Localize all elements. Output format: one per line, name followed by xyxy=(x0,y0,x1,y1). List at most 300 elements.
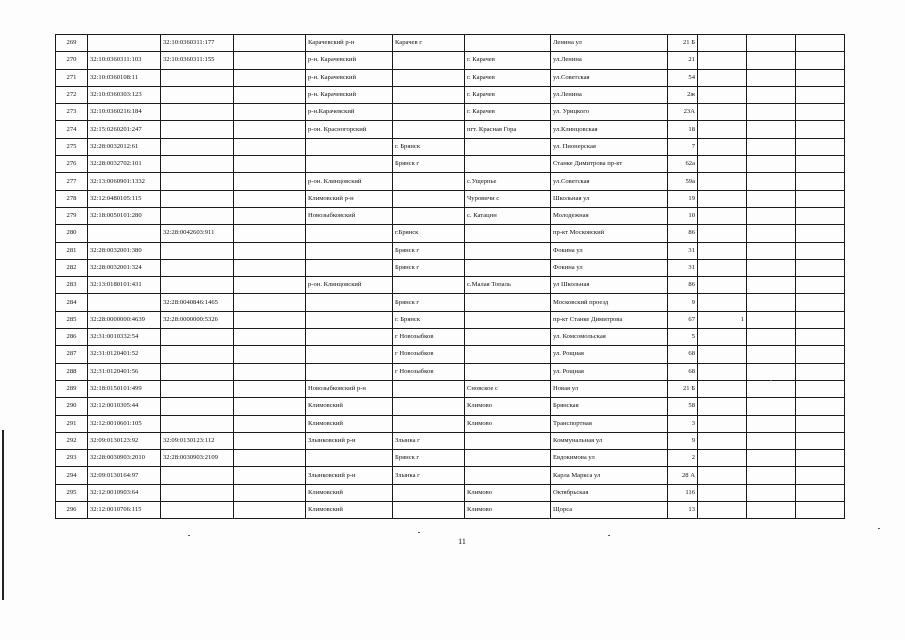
cell-cadastral-number: 32:09:0130123:92 xyxy=(88,432,161,449)
cell-cadastral-number-2 xyxy=(161,502,234,519)
cell-city xyxy=(393,69,465,86)
cell-extra xyxy=(698,121,747,138)
table-row xyxy=(56,484,845,501)
cell-empty xyxy=(234,52,306,69)
cell-cadastral-number-2 xyxy=(161,156,234,173)
cell-locality xyxy=(465,432,551,449)
cell-cadastral-number-2: 32:28:0040846:1465 xyxy=(161,294,234,311)
cell-locality: с. Катацнн xyxy=(465,207,551,224)
cell-city xyxy=(393,484,465,501)
cell-locality: г. Карачев xyxy=(465,52,551,69)
cell-empty xyxy=(796,121,845,138)
cell-city: Злынка г xyxy=(393,432,465,449)
cell-empty xyxy=(796,294,845,311)
cell-empty xyxy=(234,329,306,346)
cell-street: ул. Урицкого xyxy=(551,104,668,121)
cell-house: 7 xyxy=(668,138,698,155)
cell-row-number: 277 xyxy=(56,173,88,190)
cell-empty xyxy=(796,329,845,346)
cell-cadastral-number: 32:28:0032702:101 xyxy=(88,156,161,173)
table-row xyxy=(56,502,845,519)
cell-cadastral-number-2 xyxy=(161,259,234,276)
cell-cadastral-number-2 xyxy=(161,190,234,207)
cell-row-number: 286 xyxy=(56,329,88,346)
cell-street: ул. Пионерская xyxy=(551,138,668,155)
cell-cadastral-number-2 xyxy=(161,467,234,484)
cell-street: Новая ул xyxy=(551,380,668,397)
cell-cadastral-number: 32:31:0120401:52 xyxy=(88,346,161,363)
scan-speck xyxy=(608,535,610,536)
cell-empty xyxy=(747,86,796,103)
cell-empty xyxy=(747,242,796,259)
cell-cadastral-number-2 xyxy=(161,380,234,397)
cell-district: Злынковский р-н xyxy=(306,432,393,449)
cell-empty xyxy=(234,346,306,363)
cell-empty xyxy=(234,415,306,432)
cell-cadastral-number: 32:12:0480105:115 xyxy=(88,190,161,207)
cell-row-number: 292 xyxy=(56,432,88,449)
cell-cadastral-number: 32:31:0010332:54 xyxy=(88,329,161,346)
cell-cadastral-number: 32:13:0180101:431 xyxy=(88,277,161,294)
cell-row-number: 289 xyxy=(56,380,88,397)
cell-street: пр-кт Московский xyxy=(551,225,668,242)
scan-speck xyxy=(188,535,190,536)
scan-speck xyxy=(418,532,420,533)
cell-street: Фокина ул xyxy=(551,259,668,276)
cell-locality: с.Ущерпье xyxy=(465,173,551,190)
cell-district xyxy=(306,363,393,380)
cell-city xyxy=(393,52,465,69)
cell-city: Брянск г xyxy=(393,294,465,311)
table-row xyxy=(56,277,845,294)
cell-house: 9 xyxy=(668,294,698,311)
cell-street: пр-кт Станке Димитрова xyxy=(551,311,668,328)
cell-district xyxy=(306,225,393,242)
cell-street: Московский проезд xyxy=(551,294,668,311)
cell-empty xyxy=(796,432,845,449)
cell-locality xyxy=(465,35,551,52)
cell-extra xyxy=(698,173,747,190)
cell-district: р-он. Клинцовский xyxy=(306,277,393,294)
cell-empty xyxy=(234,432,306,449)
cell-row-number: 272 xyxy=(56,86,88,103)
cell-empty xyxy=(747,138,796,155)
cell-street: ул. Рощная xyxy=(551,346,668,363)
cell-house: 21 Б xyxy=(668,35,698,52)
cell-empty xyxy=(796,484,845,501)
cell-empty xyxy=(796,450,845,467)
cell-row-number: 282 xyxy=(56,259,88,276)
cell-empty xyxy=(796,277,845,294)
table-row xyxy=(56,138,845,155)
cell-empty xyxy=(234,156,306,173)
cell-city xyxy=(393,277,465,294)
cell-district: Карачевский р-н xyxy=(306,35,393,52)
cell-extra xyxy=(698,415,747,432)
cell-city: г Новозыбков xyxy=(393,363,465,380)
table-row xyxy=(56,225,845,242)
cell-empty xyxy=(747,104,796,121)
cell-cadastral-number: 32:13:0060901:1332 xyxy=(88,173,161,190)
cell-house: 10 xyxy=(668,207,698,224)
cell-extra xyxy=(698,35,747,52)
cell-city xyxy=(393,104,465,121)
cell-empty xyxy=(747,207,796,224)
cell-city: Брянск г xyxy=(393,156,465,173)
cell-row-number: 279 xyxy=(56,207,88,224)
cell-empty xyxy=(796,69,845,86)
cell-empty xyxy=(796,156,845,173)
cell-cadastral-number-2 xyxy=(161,363,234,380)
cell-district: р-н.Карачевский xyxy=(306,104,393,121)
cell-district: Климовский р-н xyxy=(306,190,393,207)
cell-empty xyxy=(796,173,845,190)
cell-locality xyxy=(465,242,551,259)
cell-locality xyxy=(465,225,551,242)
cell-empty xyxy=(796,502,845,519)
cell-empty xyxy=(747,450,796,467)
cell-cadastral-number-2: 32:09:0130123:112 xyxy=(161,432,234,449)
cell-house: 68 xyxy=(668,363,698,380)
cell-row-number: 270 xyxy=(56,52,88,69)
cell-city xyxy=(393,86,465,103)
cell-district xyxy=(306,259,393,276)
cell-row-number: 290 xyxy=(56,398,88,415)
cell-house: 59а xyxy=(668,173,698,190)
cell-city: Брянск г xyxy=(393,450,465,467)
cell-empty xyxy=(796,138,845,155)
cell-cadastral-number-2 xyxy=(161,346,234,363)
cell-city: Брянск г xyxy=(393,259,465,276)
cell-house: 28 А xyxy=(668,467,698,484)
cell-empty xyxy=(234,484,306,501)
cell-house: 2 xyxy=(668,450,698,467)
cell-extra xyxy=(698,86,747,103)
cell-cadastral-number: 32:10:0360108:11 xyxy=(88,69,161,86)
cell-locality: пгт. Красная Гора xyxy=(465,121,551,138)
cell-street: Ленина ул xyxy=(551,35,668,52)
cell-empty xyxy=(796,190,845,207)
cell-city: г. Брянск xyxy=(393,138,465,155)
cell-street: ул.Советская xyxy=(551,173,668,190)
table-row xyxy=(56,173,845,190)
cell-row-number: 280 xyxy=(56,225,88,242)
cell-street: ул. Рощная xyxy=(551,363,668,380)
cell-empty xyxy=(747,259,796,276)
table-row xyxy=(56,190,845,207)
cell-row-number: 274 xyxy=(56,121,88,138)
cell-cadastral-number: 32:10:0360303:123 xyxy=(88,86,161,103)
cell-cadastral-number: 32:12:0010706:115 xyxy=(88,502,161,519)
cell-row-number: 271 xyxy=(56,69,88,86)
cell-empty xyxy=(747,329,796,346)
cell-empty xyxy=(747,311,796,328)
cell-house: 62а xyxy=(668,156,698,173)
cell-empty xyxy=(796,86,845,103)
cell-district xyxy=(306,156,393,173)
cell-extra xyxy=(698,242,747,259)
cell-extra xyxy=(698,277,747,294)
cell-extra xyxy=(698,450,747,467)
cell-empty xyxy=(234,398,306,415)
cell-cadastral-number xyxy=(88,294,161,311)
cell-cadastral-number-2 xyxy=(161,242,234,259)
cell-street: Фокина ул xyxy=(551,242,668,259)
cell-locality xyxy=(465,259,551,276)
cell-house: 19 xyxy=(668,190,698,207)
cell-cadastral-number-2 xyxy=(161,121,234,138)
cell-cadastral-number-2 xyxy=(161,69,234,86)
cell-cadastral-number: 32:28:0032012:61 xyxy=(88,138,161,155)
cell-empty xyxy=(234,86,306,103)
cell-cadastral-number xyxy=(88,225,161,242)
cell-locality: Климово xyxy=(465,484,551,501)
table-row xyxy=(56,450,845,467)
cell-district: р-н. Карачевский xyxy=(306,69,393,86)
table-row xyxy=(56,311,845,328)
cell-row-number: 293 xyxy=(56,450,88,467)
cell-empty xyxy=(796,259,845,276)
cell-extra xyxy=(698,346,747,363)
cell-row-number: 283 xyxy=(56,277,88,294)
cell-city: г Новозыбков xyxy=(393,329,465,346)
cell-house: 31 xyxy=(668,242,698,259)
cell-street: Молодежная xyxy=(551,207,668,224)
cell-locality xyxy=(465,329,551,346)
cell-empty xyxy=(747,415,796,432)
cell-city xyxy=(393,173,465,190)
cell-row-number: 269 xyxy=(56,35,88,52)
cell-district: Климовский xyxy=(306,415,393,432)
cell-empty xyxy=(234,450,306,467)
cell-empty xyxy=(747,294,796,311)
cell-extra xyxy=(698,398,747,415)
cell-empty xyxy=(234,259,306,276)
cell-locality: г. Карачев xyxy=(465,104,551,121)
cell-empty xyxy=(234,363,306,380)
cell-locality: с.Малая Топаль xyxy=(465,277,551,294)
cell-empty xyxy=(796,311,845,328)
cell-extra xyxy=(698,207,747,224)
cell-extra xyxy=(698,190,747,207)
scan-edge-mark xyxy=(2,430,4,600)
cell-empty xyxy=(796,35,845,52)
cell-empty xyxy=(234,207,306,224)
cell-locality: Сновское с xyxy=(465,380,551,397)
cell-district xyxy=(306,138,393,155)
table-row xyxy=(56,467,845,484)
cell-city: г. Брянск xyxy=(393,311,465,328)
cell-street: ул.Советская xyxy=(551,69,668,86)
cell-cadastral-number-2 xyxy=(161,173,234,190)
cell-cadastral-number: 32:10:0360311:103 xyxy=(88,52,161,69)
cell-house: 67 xyxy=(668,311,698,328)
cell-house: 86 xyxy=(668,225,698,242)
cell-extra xyxy=(698,363,747,380)
table-row xyxy=(56,294,845,311)
cell-extra xyxy=(698,294,747,311)
cell-cadastral-number: 32:15:0260201:247 xyxy=(88,121,161,138)
scan-speck xyxy=(770,380,772,381)
table-row xyxy=(56,121,845,138)
cell-empty xyxy=(796,242,845,259)
cell-row-number: 275 xyxy=(56,138,88,155)
cell-row-number: 281 xyxy=(56,242,88,259)
cell-locality xyxy=(465,294,551,311)
cell-empty xyxy=(796,104,845,121)
table-row xyxy=(56,415,845,432)
cell-row-number: 276 xyxy=(56,156,88,173)
cell-district: Климовский xyxy=(306,502,393,519)
cell-cadastral-number-2 xyxy=(161,207,234,224)
cell-street: ул.Клинцовская xyxy=(551,121,668,138)
cell-empty xyxy=(747,156,796,173)
cell-cadastral-number-2: 32:28:0042603:911 xyxy=(161,225,234,242)
cell-empty xyxy=(234,242,306,259)
cell-cadastral-number-2 xyxy=(161,484,234,501)
cell-cadastral-number-2 xyxy=(161,86,234,103)
cell-house: 23А xyxy=(668,104,698,121)
cell-street: ул.Ленина xyxy=(551,86,668,103)
cell-cadastral-number: 32:18:0150101:499 xyxy=(88,380,161,397)
cell-district xyxy=(306,346,393,363)
cell-empty xyxy=(234,121,306,138)
cell-empty xyxy=(747,467,796,484)
scan-speck xyxy=(878,528,880,529)
cell-extra xyxy=(698,329,747,346)
cell-empty xyxy=(747,432,796,449)
cell-locality xyxy=(465,346,551,363)
cell-cadastral-number: 32:31:0120401:56 xyxy=(88,363,161,380)
cell-empty xyxy=(234,277,306,294)
cell-district xyxy=(306,242,393,259)
cell-empty xyxy=(747,190,796,207)
cell-empty xyxy=(747,363,796,380)
table-body xyxy=(56,35,845,519)
cell-district: Новозыбковский xyxy=(306,207,393,224)
cell-city: Карачев г xyxy=(393,35,465,52)
cell-cadastral-number-2 xyxy=(161,104,234,121)
cell-street: Станке Димитрова пр-кт xyxy=(551,156,668,173)
cell-cadastral-number-2 xyxy=(161,398,234,415)
cell-street: Щорса xyxy=(551,502,668,519)
cell-district: Новозыбковский р-н xyxy=(306,380,393,397)
cell-row-number: 273 xyxy=(56,104,88,121)
cell-row-number: 278 xyxy=(56,190,88,207)
cell-cadastral-number-2: 32:28:0000000:5326 xyxy=(161,311,234,328)
table-row xyxy=(56,432,845,449)
cell-district xyxy=(306,329,393,346)
cell-extra xyxy=(698,259,747,276)
cell-empty xyxy=(234,35,306,52)
table-row xyxy=(56,86,845,103)
cell-street: ул Школьная xyxy=(551,277,668,294)
cell-cadastral-number-2: 32:10:0360311:177 xyxy=(161,35,234,52)
cell-city xyxy=(393,207,465,224)
cell-cadastral-number: 32:28:0032001:380 xyxy=(88,242,161,259)
cell-city: Злынка г xyxy=(393,467,465,484)
cell-empty xyxy=(234,104,306,121)
cell-empty xyxy=(747,502,796,519)
cell-house: 116 xyxy=(668,484,698,501)
cell-cadastral-number xyxy=(88,35,161,52)
cell-extra xyxy=(698,432,747,449)
cell-district xyxy=(306,294,393,311)
cell-house: 13 xyxy=(668,502,698,519)
cell-empty xyxy=(747,225,796,242)
cell-empty xyxy=(747,173,796,190)
cell-empty xyxy=(234,311,306,328)
cell-city xyxy=(393,121,465,138)
cell-empty xyxy=(747,484,796,501)
cell-extra xyxy=(698,484,747,501)
cell-house: 18 xyxy=(668,121,698,138)
cell-empty xyxy=(747,398,796,415)
cell-street: Коммунальная ул xyxy=(551,432,668,449)
cell-locality xyxy=(465,138,551,155)
cell-city xyxy=(393,415,465,432)
cell-district: Климовский xyxy=(306,484,393,501)
cell-row-number: 296 xyxy=(56,502,88,519)
cell-city: г.Брянск xyxy=(393,225,465,242)
cell-row-number: 285 xyxy=(56,311,88,328)
cell-empty xyxy=(747,380,796,397)
cell-row-number: 287 xyxy=(56,346,88,363)
cell-house: 5 xyxy=(668,329,698,346)
table-row xyxy=(56,363,845,380)
table-row xyxy=(56,35,845,52)
cell-empty xyxy=(234,173,306,190)
cell-empty xyxy=(747,35,796,52)
cell-empty xyxy=(796,398,845,415)
cell-empty xyxy=(747,346,796,363)
table-row xyxy=(56,259,845,276)
cell-extra xyxy=(698,502,747,519)
cell-city: Брянск г xyxy=(393,242,465,259)
cell-district: р-н. Карачевский xyxy=(306,52,393,69)
property-registry-table xyxy=(55,34,845,519)
cell-extra xyxy=(698,69,747,86)
cell-empty xyxy=(234,138,306,155)
cell-empty xyxy=(747,69,796,86)
cell-house: 54 xyxy=(668,69,698,86)
cell-cadastral-number-2 xyxy=(161,329,234,346)
cell-city xyxy=(393,190,465,207)
table-row xyxy=(56,242,845,259)
cell-house: 68 xyxy=(668,346,698,363)
cell-empty xyxy=(234,467,306,484)
cell-extra xyxy=(698,138,747,155)
cell-street: ул.Ленина xyxy=(551,52,668,69)
cell-district: р-н. Карачевский xyxy=(306,86,393,103)
cell-cadastral-number: 32:09:0130164:97 xyxy=(88,467,161,484)
cell-empty xyxy=(796,225,845,242)
cell-street: Школьная ул xyxy=(551,190,668,207)
cell-house: 3 xyxy=(668,415,698,432)
cell-locality: Климово xyxy=(465,502,551,519)
cell-empty xyxy=(234,225,306,242)
cell-street: Евдокимова ул xyxy=(551,450,668,467)
cell-empty xyxy=(796,467,845,484)
cell-empty xyxy=(796,363,845,380)
cell-locality: г. Карачев xyxy=(465,69,551,86)
cell-extra xyxy=(698,467,747,484)
cell-cadastral-number: 32:12:0010305:44 xyxy=(88,398,161,415)
cell-empty xyxy=(747,52,796,69)
cell-locality: Климово xyxy=(465,398,551,415)
cell-extra xyxy=(698,225,747,242)
cell-district: Злынковский р-н xyxy=(306,467,393,484)
